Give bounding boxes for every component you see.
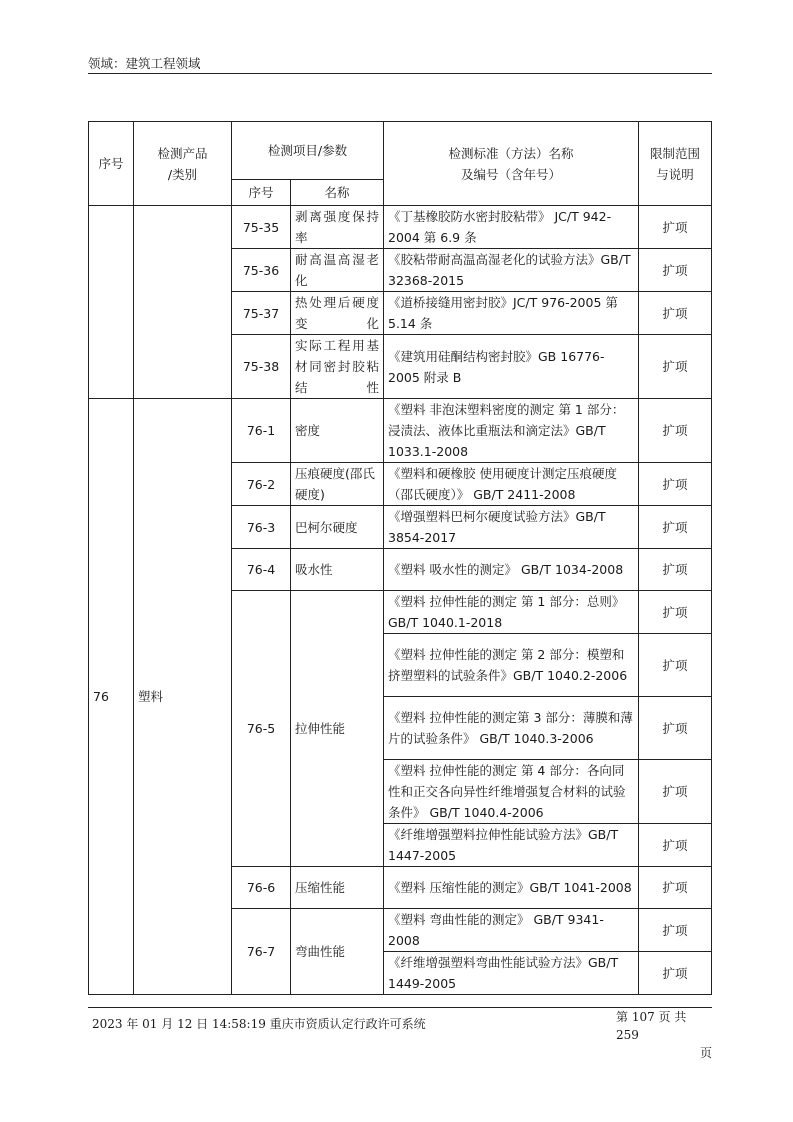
footer-timestamp-system: 2023 年 01 月 12 日 14:58:19 重庆市资质认定行政许可系统 xyxy=(92,1017,426,1031)
footer-page-number xyxy=(616,1008,712,1062)
limit-text: 扩项 xyxy=(639,591,712,634)
standard-text: 《塑料 非泡沫塑料密度的测定 第 1 部分：浸渍法、液体比重瓶法和滴定法》GB/T 1033.1-2008 xyxy=(384,399,639,463)
limit-text: 扩项 xyxy=(639,335,712,399)
item-seq: 75-35 xyxy=(232,206,291,249)
limit-text: 扩项 xyxy=(639,909,712,952)
item-name: 巴柯尔硬度 xyxy=(291,506,384,549)
item-seq: 76-2 xyxy=(232,463,291,506)
limit-text: 扩项 xyxy=(639,206,712,249)
standard-text: 《塑料 吸水性的测定》 GB/T 1034-2008 xyxy=(384,549,639,591)
standard-text: 《塑料 压缩性能的测定》GB/T 1041-2008 xyxy=(384,867,639,909)
limit-text: 扩项 xyxy=(639,506,712,549)
item-name: 密度 xyxy=(291,399,384,463)
header-category: 检测产品 /类别 xyxy=(134,122,232,206)
header-divider xyxy=(88,73,712,74)
item-seq: 76-3 xyxy=(232,506,291,549)
item-name: 热处理后硬度变化 xyxy=(291,292,384,335)
inspection-standards-table xyxy=(88,121,712,995)
standard-text: 《道桥接缝用密封胶》JC/T 976-2005 第 5.14 条 xyxy=(384,292,639,335)
group76-category: 塑料 xyxy=(134,399,232,995)
standard-text: 《塑料 拉伸性能的测定 第 4 部分：各向同性和正交各向异性纤维增强复合材料的试验条件》 GB/T 1040.4-2006 xyxy=(384,760,639,824)
standard-text: 《胶粘带耐高温高湿老化的试验方法》GB/T 32368-2015 xyxy=(384,249,639,292)
standard-text: 《塑料 拉伸性能的测定 第 1 部分：总则》 GB/T 1040.1-2018 xyxy=(384,591,639,634)
header-item-param: 检测项目/参数 xyxy=(232,122,384,180)
item-seq: 76-4 xyxy=(232,549,291,591)
header-domain-label: 领域：建筑工程领域 xyxy=(88,56,201,71)
standard-text: 《建筑用硅酮结构密封胶》GB 16776-2005 附录 B xyxy=(384,335,639,399)
limit-text: 扩项 xyxy=(639,399,712,463)
item-seq: 75-38 xyxy=(232,335,291,399)
item-seq: 75-37 xyxy=(232,292,291,335)
group75-seq-cell xyxy=(89,206,134,399)
limit-text: 扩项 xyxy=(639,549,712,591)
limit-text: 扩项 xyxy=(639,952,712,995)
item-seq: 76-1 xyxy=(232,399,291,463)
item-name: 吸水性 xyxy=(291,549,384,591)
table-row xyxy=(89,399,712,463)
limit-text: 扩项 xyxy=(639,867,712,909)
group76-seq: 76 xyxy=(89,399,134,995)
item-seq: 76-6 xyxy=(232,867,291,909)
limit-text: 扩项 xyxy=(639,760,712,824)
standard-text: 《增强塑料巴柯尔硬度试验方法》GB/T 3854-2017 xyxy=(384,506,639,549)
item-seq: 76-5 xyxy=(232,591,291,867)
standard-text: 《纤维增强塑料拉伸性能试验方法》GB/T 1447-2005 xyxy=(384,824,639,867)
standard-text: 《塑料和硬橡胶 使用硬度计测定压痕硬度（邵氏硬度）》 GB/T 2411-2008 xyxy=(384,463,639,506)
item-name: 剥离强度保持率 xyxy=(291,206,384,249)
standard-text: 《丁基橡胶防水密封胶粘带》 JC/T 942-2004 第 6.9 条 xyxy=(384,206,639,249)
group75-category-cell xyxy=(134,206,232,399)
limit-text: 扩项 xyxy=(639,292,712,335)
table-row xyxy=(89,206,712,249)
item-name: 拉伸性能 xyxy=(291,591,384,867)
header-standard: 检测标准（方法）名称 及编号（含年号） xyxy=(384,122,639,206)
standard-text: 《塑料 拉伸性能的测定 第 2 部分：模塑和挤塑塑料的试验条件》GB/T 1040.2-2006 xyxy=(384,634,639,697)
limit-text: 扩项 xyxy=(639,463,712,506)
limit-text: 扩项 xyxy=(639,249,712,292)
item-seq: 75-36 xyxy=(232,249,291,292)
header-sub-seq: 序号 xyxy=(232,180,291,206)
header-sub-name: 名称 xyxy=(291,180,384,206)
standard-text: 《塑料 拉伸性能的测定第 3 部分：薄膜和薄片的试验条件》 GB/T 1040.3-2006 xyxy=(384,697,639,760)
page-number-line2: 页 xyxy=(699,1046,712,1060)
standard-text: 《纤维增强塑料弯曲性能试验方法》GB/T 1449-2005 xyxy=(384,952,639,995)
item-name: 压痕硬度(邵氏硬度) xyxy=(291,463,384,506)
limit-text: 扩项 xyxy=(639,824,712,867)
item-seq: 76-7 xyxy=(232,909,291,995)
item-name: 压缩性能 xyxy=(291,867,384,909)
page-number-line1: 第 107 页 共 259 xyxy=(616,1010,687,1042)
item-name: 弯曲性能 xyxy=(291,909,384,995)
standard-text: 《塑料 弯曲性能的测定》 GB/T 9341-2008 xyxy=(384,909,639,952)
header-limit: 限制范围 与说明 xyxy=(639,122,712,206)
header-seq: 序号 xyxy=(89,122,134,206)
item-name: 耐高温高湿老化 xyxy=(291,249,384,292)
limit-text: 扩项 xyxy=(639,697,712,760)
limit-text: 扩项 xyxy=(639,634,712,697)
item-name: 实际工程用基材同密封胶粘结性 xyxy=(291,335,384,399)
